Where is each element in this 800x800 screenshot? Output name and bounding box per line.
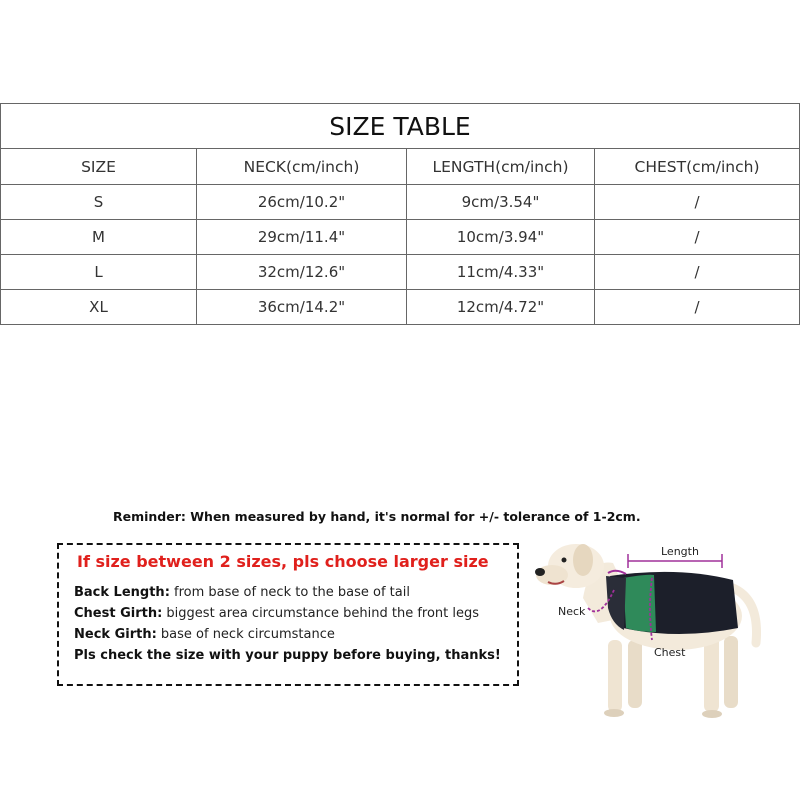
table-row [1, 255, 800, 290]
table-cell: 10cm/3.94" [407, 220, 595, 255]
size-table [0, 103, 800, 325]
length-label: Length [661, 545, 699, 558]
neck-label: Neck [558, 605, 586, 618]
chest-girth-label: Chest Girth: [74, 606, 163, 621]
size-warning: If size between 2 sizes, pls choose larger size [77, 552, 489, 571]
back-length-label: Back Length: [74, 585, 170, 600]
chest-girth-note [74, 606, 479, 621]
dog-illustration [528, 528, 798, 728]
back-length-note [74, 585, 410, 600]
table-cell: 32cm/12.6" [197, 255, 407, 290]
measurement-notes-box [57, 543, 519, 686]
table-row [1, 185, 800, 220]
neck-girth-note [74, 627, 335, 642]
chest-girth-text: biggest area circumstance behind the front legs [162, 606, 480, 621]
table-cell: 12cm/4.72" [407, 290, 595, 325]
chest-label: Chest [654, 646, 686, 659]
table-cell: 11cm/4.33" [407, 255, 595, 290]
column-header: CHEST(cm/inch) [595, 149, 800, 185]
table-cell: XL [1, 290, 197, 325]
size-table-title: SIZE TABLE [1, 104, 800, 149]
tolerance-reminder: Reminder: When measured by hand, it's normal for +/- tolerance of 1-2cm. [113, 509, 641, 524]
table-cell: 36cm/14.2" [197, 290, 407, 325]
size-table-header-row [1, 149, 800, 185]
back-length-text: from base of neck to the base of tail [169, 585, 410, 600]
table-cell: L [1, 255, 197, 290]
table-cell: / [595, 185, 800, 220]
column-header: LENGTH(cm/inch) [407, 149, 595, 185]
neck-girth-label: Neck Girth: [74, 627, 157, 642]
column-header: SIZE [1, 149, 197, 185]
table-cell: / [595, 255, 800, 290]
table-cell: S [1, 185, 197, 220]
check-size-note [74, 648, 501, 663]
table-cell: / [595, 220, 800, 255]
neck-girth-text: base of neck circumstance [156, 627, 335, 642]
table-cell: M [1, 220, 197, 255]
table-cell: 29cm/11.4" [197, 220, 407, 255]
table-cell: / [595, 290, 800, 325]
table-row [1, 220, 800, 255]
table-cell: 9cm/3.54" [407, 185, 595, 220]
table-cell: 26cm/10.2" [197, 185, 407, 220]
table-row [1, 290, 800, 325]
dog-measurement-diagram [528, 528, 798, 728]
column-header: NECK(cm/inch) [197, 149, 407, 185]
check-size-text: Pls check the size with your puppy before buying, thanks! [74, 648, 501, 663]
